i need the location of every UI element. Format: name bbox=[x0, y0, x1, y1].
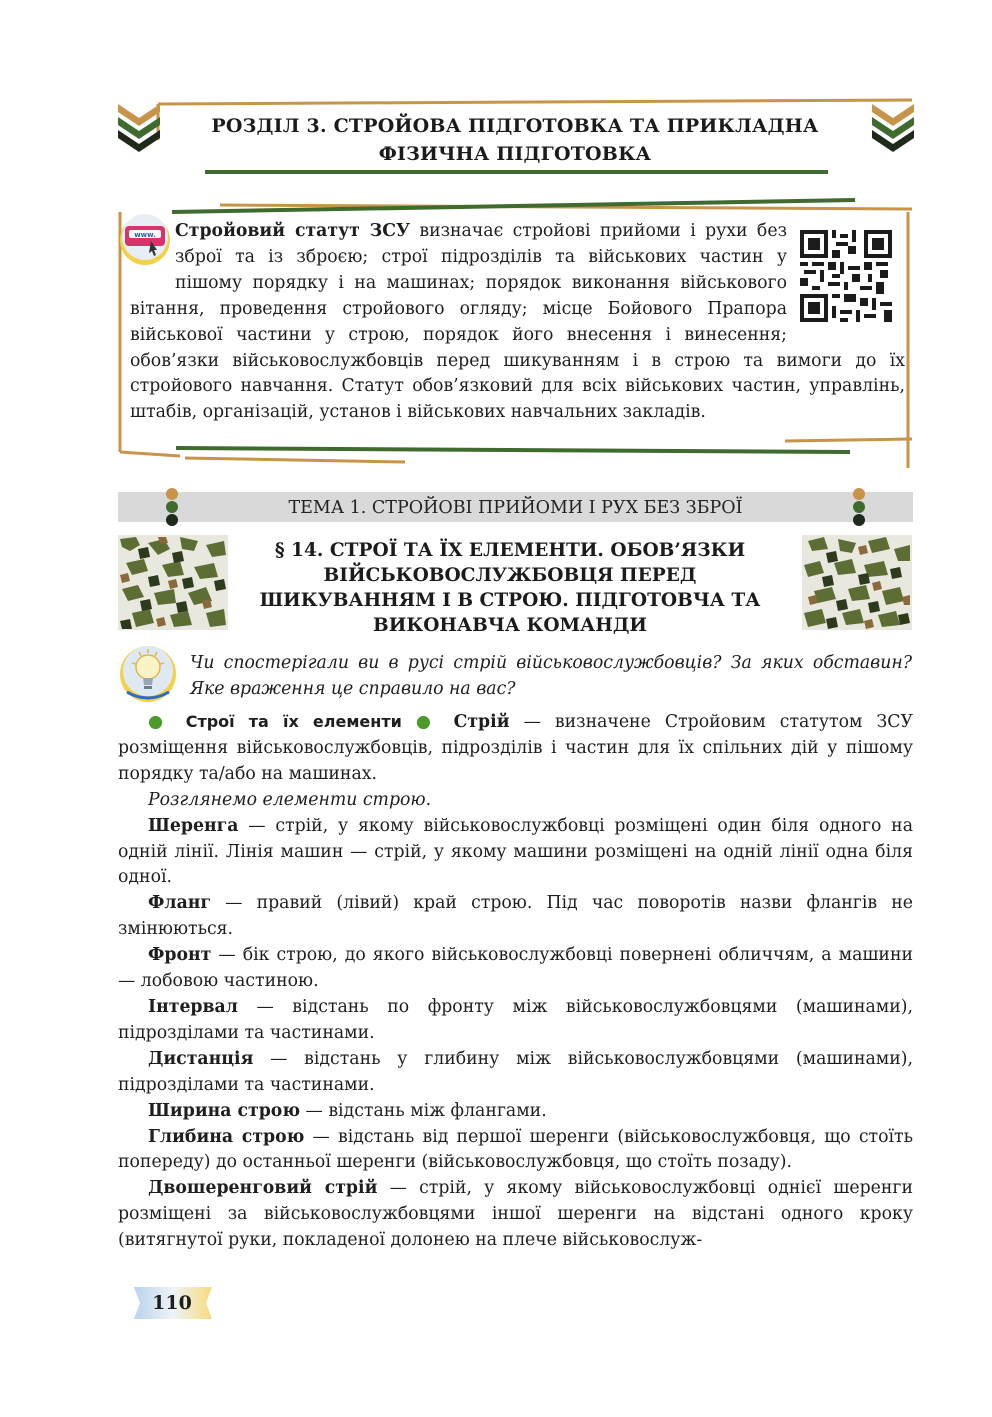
lightbulb-icon bbox=[117, 642, 179, 704]
camouflage-pattern-right bbox=[802, 535, 912, 630]
sub-heading: Строї та їх елементи bbox=[185, 712, 402, 731]
body-paragraph: ● Строї та їх елементи ● Стрій — визначене Стройовим статутом ЗСУ розміщення військовослужбовців, підрозділів і частин для їх спільних дій у пішому порядку та/або на машинах. bbox=[118, 712, 913, 784]
body-paragraph: Двошеренговий стрій — стрій, у якому військовослужбовці однієї шеренги розміщені за військовослужбовцями іншої шеренги на відстані одного кроку (витягнутої руки, покладеної долонею на плече військовослуж- bbox=[118, 1178, 913, 1251]
section-title: РОЗДІЛ 3. СТРОЙОВА ПІДГОТОВКА ТА ПРИКЛАДНА ФІЗИЧНА ПІДГОТОВКА bbox=[211, 115, 819, 165]
bullet-dot-icon: ● bbox=[415, 712, 440, 732]
bullet-dot-icon: ● bbox=[148, 712, 172, 732]
dots-left-icon bbox=[164, 487, 180, 527]
body-paragraph: Фронт — бік строю, до якого військовослужбовці повернені обличчям, а машини — лобовою частиною. bbox=[118, 945, 913, 992]
body-paragraph: Розглянемо елементи строю. bbox=[148, 789, 432, 810]
intro-text bbox=[130, 219, 905, 426]
intro-body: визначає стройові прийоми і рухи без зброї та із зброєю; строї підрозділів та військових частин у пішому порядку і на машинах; порядок виконання військового вітання, проведення стройового огляду; місце Бойового Прапора військової частини у строю, порядок його внесення і винесення; обов’язки військовослужбовців перед шикуванням і в строю та вимоги до їх стройового навчання. Статут обов’язковий для всіх військових частин, управлінь, штабів, організацій, установ і військових навчальних закладів. bbox=[130, 221, 905, 423]
camouflage-pattern-left bbox=[118, 535, 228, 630]
page-number: 110 bbox=[152, 1292, 192, 1314]
paragraph-title: § 14. СТРОЇ ТА ЇХ ЕЛЕМЕНТИ. ОБОВ’ЯЗКИ ВІЙСЬКОВОСЛУЖБОВЦЯ ПЕРЕД ШИКУВАННЯМ І В СТРОЮ. ПІДГОТОВЧА ТА ВИКОНАВЧА КОМАНДИ bbox=[259, 540, 761, 636]
body-paragraph: Фланг — правий (лівий) край строю. Під час поворотів назви флангів не змінюються. bbox=[118, 893, 913, 940]
body-paragraph: Дистанція — відстань у глибину між військовослужбовцями (машинами), підрозділами та частинами. bbox=[118, 1048, 913, 1095]
body-text bbox=[118, 709, 913, 1254]
svg-text:www.: www. bbox=[134, 231, 156, 239]
intro-term: Стройовий статут ЗСУ bbox=[175, 221, 410, 241]
body-paragraph: Ширина строю — відстань між флангами. bbox=[148, 1100, 547, 1121]
body-paragraph: Інтервал — відстань по фронту між військовослужбовцями (машинами), підрозділами та частинами. bbox=[118, 996, 913, 1043]
topic-title: ТЕМА 1. СТРОЙОВІ ПРИЙОМИ І РУХ БЕЗ ЗБРОЇ bbox=[288, 498, 743, 518]
dots-right-icon bbox=[851, 487, 867, 527]
question-text: Чи спостерігали ви в русі стрій військовослужбовців? За яких обставин? Яке враження це справило на вас? bbox=[190, 653, 912, 699]
body-paragraph: Глибина строю — відстань від першої шеренги (військовослужбовця, що стоїть попереду) до останньої шеренги (військовослужбовця, що стоїть позаду). bbox=[118, 1126, 913, 1173]
body-paragraph: Шеренга — стрій, у якому військовослужбовці розміщені один біля одного на одній лінії. Лінія машин — стрій, у якому машини розміщені на одній лінії одна біля одної. bbox=[118, 815, 913, 888]
